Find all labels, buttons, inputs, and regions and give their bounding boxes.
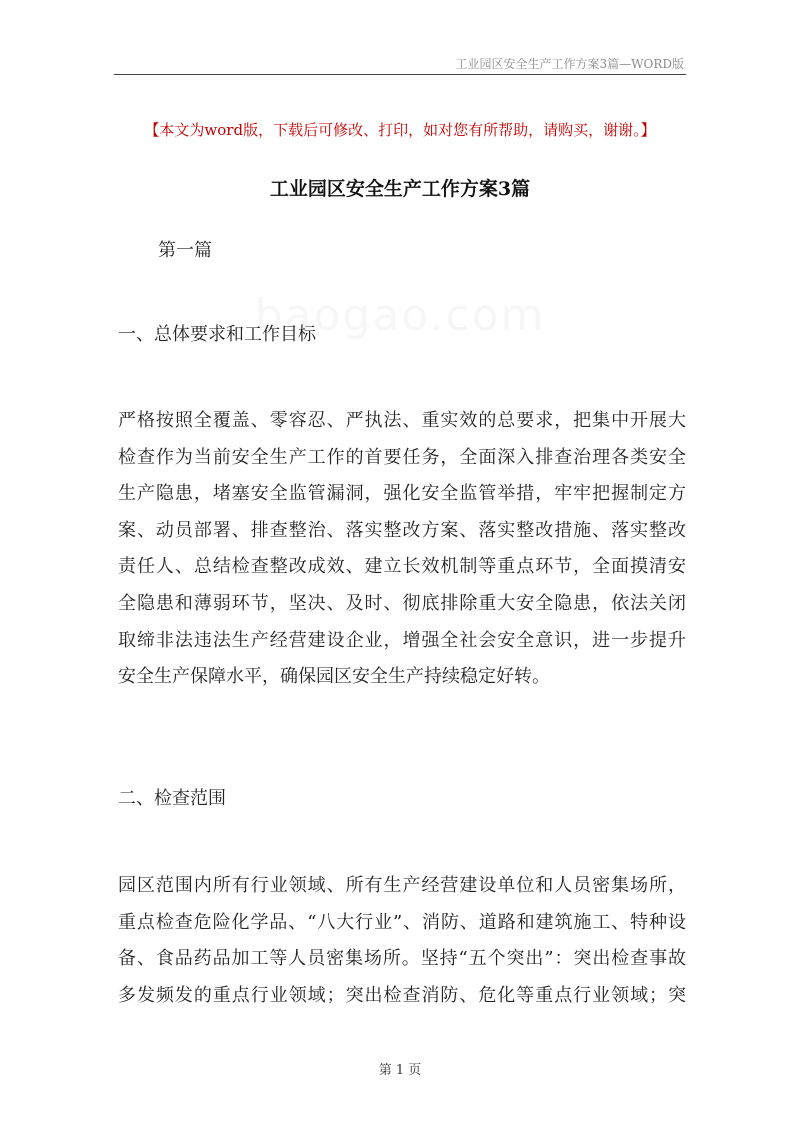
chapter-label: 第一篇 (158, 240, 212, 261)
header-rule (114, 74, 686, 75)
section-heading-2: 二、检查范围 (118, 788, 226, 809)
paragraph-line: 取缔非法违法生产经营建设企业，增强全社会安全意识，进一步提升 (118, 629, 686, 651)
paragraph-line: 案、动员部署、排查整治、落实整改方案、落实整改措施、落实整改 (118, 519, 686, 541)
paragraph-line: 安全生产保障水平，确保园区安全生产持续稳定好转。 (118, 666, 550, 688)
paragraph-line: 多发频发的重点行业领域；突出检查消防、危化等重点行业领域；突 (118, 984, 686, 1006)
paragraph-line: 备、食品药品加工等人员密集场所。坚持“五个突出”：突出检查事故 (118, 948, 686, 970)
section-paragraph-2 (118, 868, 686, 1014)
document-title: 工业园区安全生产工作方案3篇 (269, 178, 531, 200)
page-number: 第 1 页 (378, 1063, 422, 1078)
purchase-notice: 【本文为word版，下载后可修改、打印，如对您有所帮助，请购买，谢谢。】 (144, 121, 656, 139)
paragraph-line: 全隐患和薄弱环节，坚决、及时、彻底排除重大安全隐患，依法关闭 (118, 592, 686, 614)
paragraph-line: 生产隐患，堵塞安全监管漏洞，强化安全监管举措，牢牢把握制定方 (118, 483, 686, 505)
running-header: 工业园区安全生产工作方案3篇—WORD版 (455, 57, 684, 71)
section-paragraph-1 (118, 403, 686, 696)
paragraph-line: 严格按照全覆盖、零容忍、严执法、重实效的总要求，把集中开展大 (118, 410, 686, 431)
paragraph-line: 园区范围内所有行业领域、所有生产经营建设单位和人员密集场所， (118, 875, 686, 896)
paragraph-line: 检查作为当前安全生产工作的首要任务，全面深入排查治理各类安全 (118, 446, 686, 468)
section-heading-1: 一、总体要求和工作目标 (118, 324, 316, 345)
paragraph-line: 重点检查危险化学品、“八大行业”、消防、道路和建筑施工、特种设 (118, 911, 686, 933)
paragraph-line: 责任人、总结检查整改成效、建立长效机制等重点环节，全面摸清安 (118, 556, 686, 578)
